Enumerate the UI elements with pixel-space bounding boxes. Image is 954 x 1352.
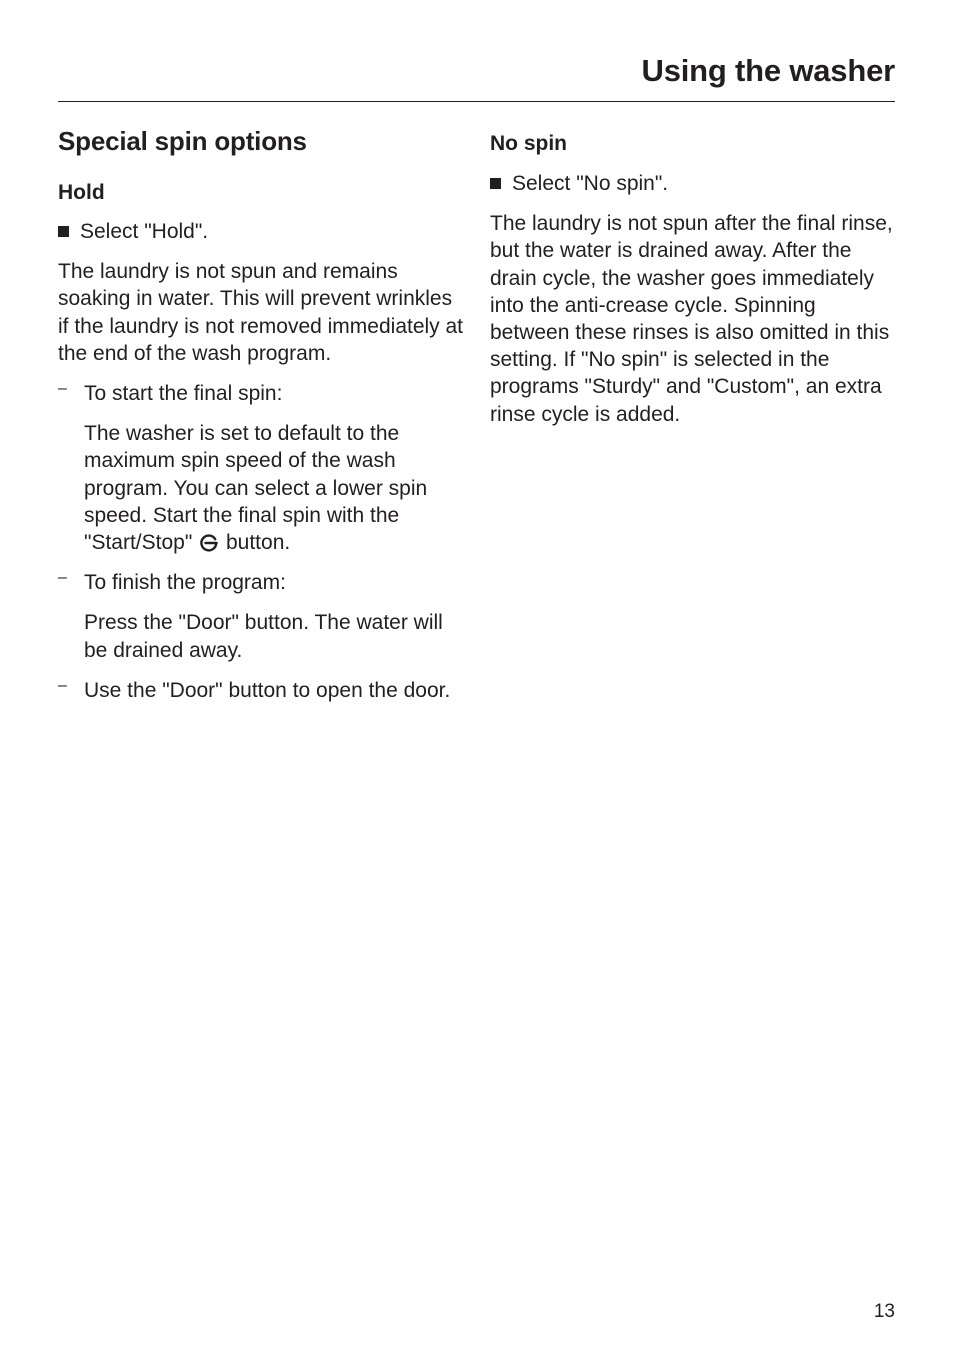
hold-item-open-door bbox=[58, 677, 468, 704]
dash-bullet: – bbox=[58, 676, 67, 694]
square-bullet-icon bbox=[490, 178, 501, 189]
no-spin-heading: No spin bbox=[490, 132, 567, 155]
hold-item-final-spin-text: To start the final spin: bbox=[84, 382, 283, 406]
hold-item-final-spin-detail bbox=[58, 420, 468, 556]
final-spin-detail-text: The washer is set to default to the maximum spin speed of the wash program. You can select a lower spin speed. Start the final spin with the "Start/Stop" bbox=[84, 422, 428, 555]
left-column bbox=[58, 124, 468, 704]
page-header bbox=[58, 0, 895, 102]
no-spin-description: The laundry is not spun after the final rinse, but the water is drained away. After the drain cycle, the washer goes immediately into the anti-crease cycle. Spinning between these rinses is also omitted in this setting. If "No spin" is selected in the programs "Sturdy" and "Custom", an extra rinse cycle is added. bbox=[490, 212, 893, 426]
square-bullet-icon bbox=[58, 226, 69, 237]
section-title: Special spin options bbox=[58, 126, 307, 156]
hold-heading: Hold bbox=[58, 181, 105, 204]
hold-step bbox=[58, 218, 468, 245]
hold-item-finish-text: To finish the program: bbox=[84, 571, 286, 595]
page-title: Using the washer bbox=[641, 53, 895, 88]
final-spin-detail-end: button. bbox=[225, 531, 291, 555]
page-number: 13 bbox=[873, 1301, 895, 1322]
start-stop-icon bbox=[198, 532, 220, 552]
right-column bbox=[490, 124, 895, 428]
no-spin-step bbox=[490, 170, 895, 197]
dash-bullet: – bbox=[58, 380, 67, 398]
hold-item-open-door-text: Use the "Door" button to open the door. bbox=[84, 678, 451, 702]
hold-description: The laundry is not spun and remains soaking in water. This will prevent wrinkles if the laundry is not removed immediately at the end of the wash program. bbox=[58, 260, 464, 365]
dash-bullet: – bbox=[58, 569, 67, 587]
hold-step-text: Select "Hold". bbox=[80, 220, 209, 243]
hold-item-finish-detail: Press the "Door" button. The water will be drained away. bbox=[84, 611, 443, 662]
hold-item-final-spin bbox=[58, 380, 468, 407]
no-spin-step-text: Select "No spin". bbox=[512, 172, 669, 195]
hold-item-finish bbox=[58, 569, 468, 596]
